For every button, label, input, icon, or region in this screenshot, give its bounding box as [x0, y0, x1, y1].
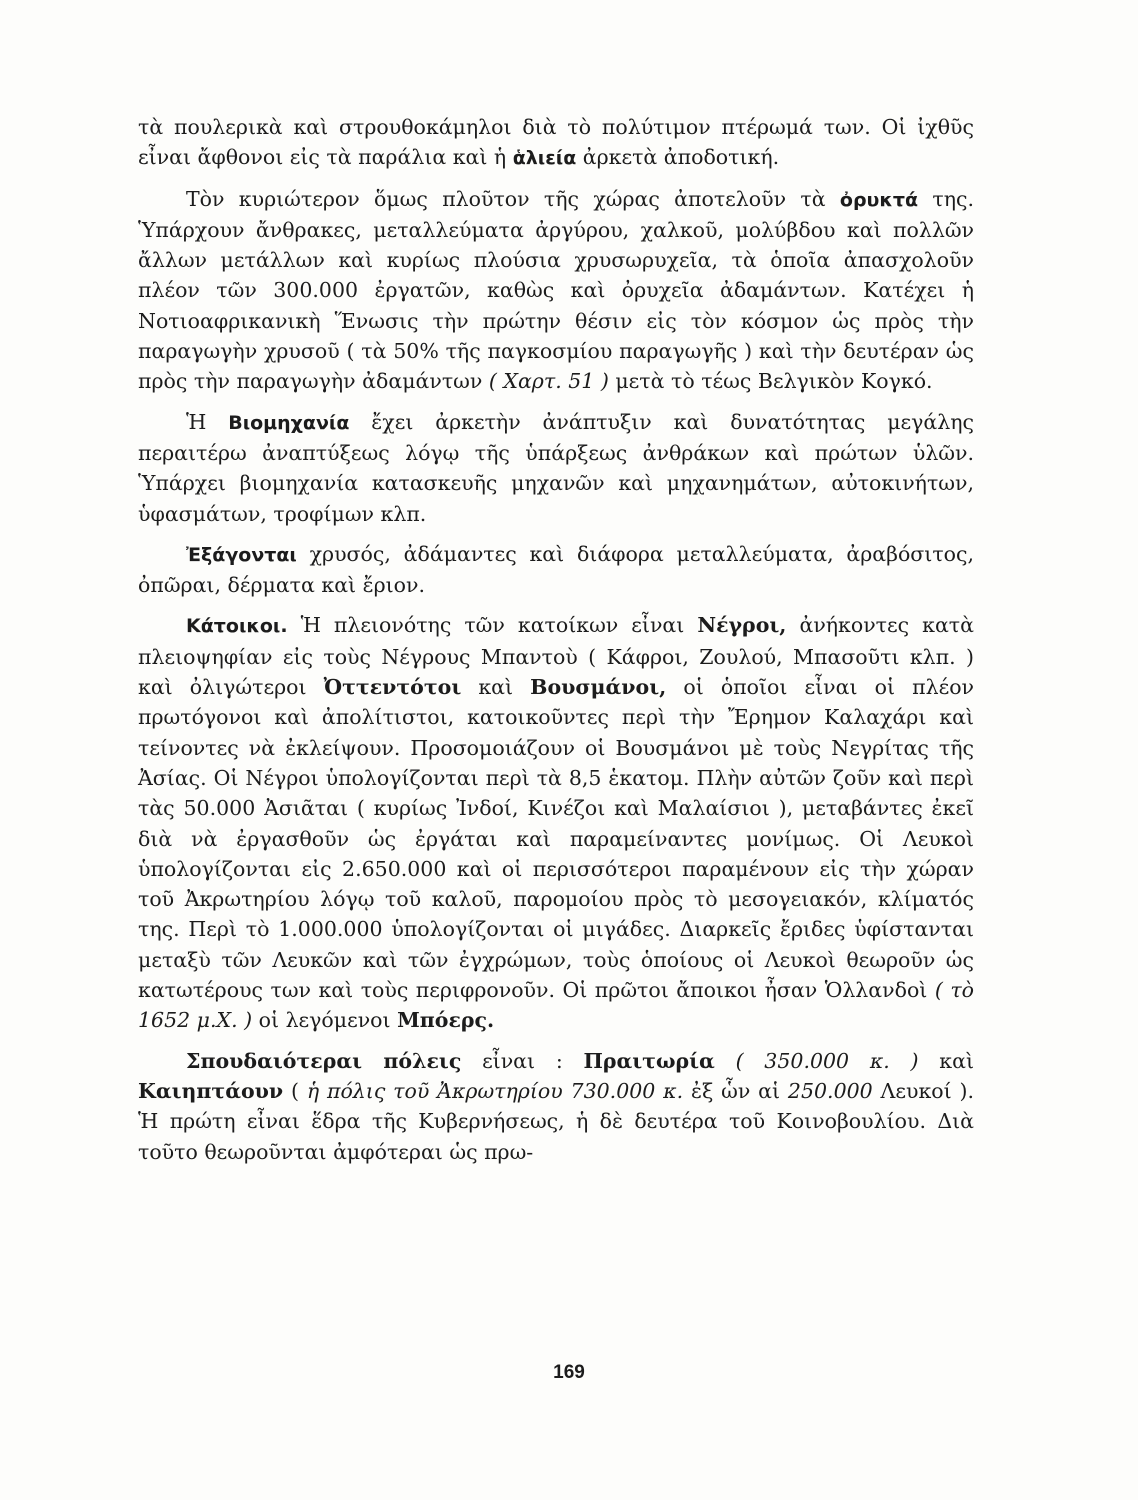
capetown-population: ἡ πόλις τοῦ Ἀκρωτηρίου 730.000 κ. [306, 1078, 684, 1103]
paragraph-fishing [138, 112, 974, 174]
text-run: της. Ὑπάρχουν ἄνθρακες, μεταλλεύματα ἀργύρου, χαλκοῦ, μολύβδου καὶ πολλῶν ἄλλων μετάλλων καὶ κυρίως πλούσια χρυσωρυχεῖα, τὰ ὁποῖα ἀπασχολοῦν πλέον τῶν 300.000 ἐργατῶν, καθὼς καὶ ὀρυχεῖα ἀδαμάντων. Κατέχει ἡ Νοτιοαφρικανικὴ Ἕνωσις τὴν πρώτην θέσιν εἰς τὸν κόσμον ὡς πρὸς τὴν παραγωγὴν χρυσοῦ ( τὰ 50% τῆς παγκοσμίου παραγωγῆς ) καὶ τὴν δευτέραν ὡς πρὸς τὴν παραγωγὴν ἀδαμάντων [138, 186, 975, 394]
date-reference: ( τὸ 1652 μ.Χ. ) [138, 978, 974, 1033]
text-run: μετὰ τὸ τέως Βελγικὸν Κογκό. [608, 369, 933, 394]
keyword-pretoria: Πραιτωρία [583, 1048, 715, 1073]
text-run: ἔχει ἀρκετὴν ἀνάπτυξιν καὶ δυνατότητας μεγάλης περαιτέρω ἀναπτύξεως λόγῳ τῆς ὑπάρξεως ἀνθράκων καὶ πρώτων ὑλῶν. Ὑπάρχει βιομηχανία κατασκευῆς μηχανῶν καὶ μηχανημάτων, αὐτοκινήτων, ὑφασμάτων, τροφίμων κλπ. [138, 409, 974, 526]
page-number: 169 [553, 1362, 585, 1383]
keyword-hottentots: Ὀττεντότοι [323, 675, 462, 700]
text-run: οἱ λεγόμενοι [252, 1008, 398, 1033]
text-run: Τὸν κυριώτερον ὅμως πλοῦτον τῆς χώρας ἀποτελοῦν τὰ [186, 186, 840, 211]
paragraph-exports [138, 539, 974, 601]
keyword-inhabitants: Κάτοικοι. [186, 615, 288, 638]
keyword-industry: Βιομηχανία [228, 411, 350, 434]
keyword-negroes: Νέγροι, [697, 613, 787, 638]
text-run: εἶναι : [461, 1048, 584, 1073]
text-run: ἀνήκοντες κατὰ πλειοψηφίαν εἰς τοὺς Νέγρους Μπαντοὺ ( Κάφροι, Ζουλού, Μπασοῦτι κλπ. ) καὶ ὀλιγώτεροι [138, 613, 974, 700]
text-run: ἐξ ὧν αἱ [683, 1078, 788, 1103]
paragraph-inhabitants [138, 610, 974, 1035]
text-run: τὰ πουλερικὰ καὶ στρουθοκάμηλοι διὰ τὸ πολύτιμον πτέρωμά των. Οἱ ἰχθῦς εἶναι ἄφθονοι εἰς τὰ παράλια καὶ ἡ [138, 115, 974, 170]
text-run: καὶ [461, 675, 531, 700]
keyword-bushmen: Βουσμάνοι, [530, 675, 667, 700]
keyword-fishing: ἁλιεία [512, 147, 577, 170]
map-reference: ( Χαρτ. 51 ) [488, 369, 609, 394]
paragraph-minerals [138, 184, 974, 397]
paragraph-cities [138, 1046, 974, 1167]
text-run: Λευκοί ). Ἡ πρώτη εἶναι ἕδρα τῆς Κυβερνήσεως, ἡ δὲ δευτέρα τοῦ Κοινοβουλίου. Διὰ τοῦτο θεωροῦνται ἀμφότεραι ὡς πρω- [138, 1078, 975, 1164]
text-run: χρυσός, ἀδάμαντες καὶ διάφορα μεταλλεύματα, ἀραβόσιτος, ὀπῶραι, δέρματα καὶ ἔριον. [138, 541, 974, 598]
text-run: ἀρκετὰ ἀποδοτική. [576, 145, 780, 170]
text-run: ( [283, 1078, 307, 1103]
keyword-minerals: ὀρυκτά [839, 188, 919, 211]
pretoria-population: ( 350.000 κ. ) [714, 1048, 919, 1073]
keyword-exports: Ἐξάγονται [186, 543, 297, 566]
white-population: 250.000 [787, 1078, 873, 1103]
text-run: καὶ [918, 1048, 974, 1073]
paragraph-industry [138, 407, 974, 529]
text-run: Ἡ [186, 409, 229, 434]
body-text [138, 112, 974, 1177]
text-run: Ἡ πλειονότης τῶν κατοίκων εἶναι [287, 613, 698, 638]
keyword-capetown: Καιηπτάουν [138, 1078, 284, 1103]
keyword-cities: Σπουδαιότεραι πόλεις [186, 1048, 462, 1073]
keyword-boers: Μπόερς. [397, 1008, 495, 1033]
text-run: οἱ ὁποῖοι εἶναι οἱ πλέον πρωτόγονοι καὶ ἀπολίτιστοι, κατοικοῦντες περὶ τὴν Ἔρημον Καλαχάρι καὶ τείνοντες νὰ ἐκλείψουν. Προσομοιάζουν οἱ Βουσμάνοι μὲ τοὺς Νεγρίτας τῆς Ἀσίας. Οἱ Νέγροι ὑπολογίζονται περὶ τὰ 8,5 ἑκατομ. Πλὴν αὐτῶν ζοῦν καὶ περὶ τὰς 50.000 Ἀσιᾶται ( κυρίως Ἰνδοί, Κινέζοι καὶ Μαλαίσιοι ), μεταβάντες ἐκεῖ διὰ νὰ ἐργασθοῦν ὡς ἐργάται καὶ παραμείναντες μονίμως. Οἱ Λευκοὶ ὑπολογίζονται εἰς 2.650.000 καὶ οἱ περισσότεροι παραμένουν εἰς τὴν χώραν τοῦ Ἀκρωτηρίου λόγῳ τοῦ καλοῦ, παρομοίου πρὸς τὸ μεσογειακόν, κλίματός της. Περὶ τὸ 1.000.000 ὑπολογίζονται οἱ μιγάδες. Διαρκεῖς ἔριδες ὑφίστανται μεταξὺ τῶν Λευκῶν καὶ τῶν ἐγχρώμων, τοὺς ὁποίους οἱ Λευκοὶ θεωροῦν ὡς κατωτέρους των καὶ τοὺς περιφρονοῦν. Οἱ πρῶτοι ἄποικοι ἦσαν Ὁλλανδοὶ [138, 675, 975, 1003]
